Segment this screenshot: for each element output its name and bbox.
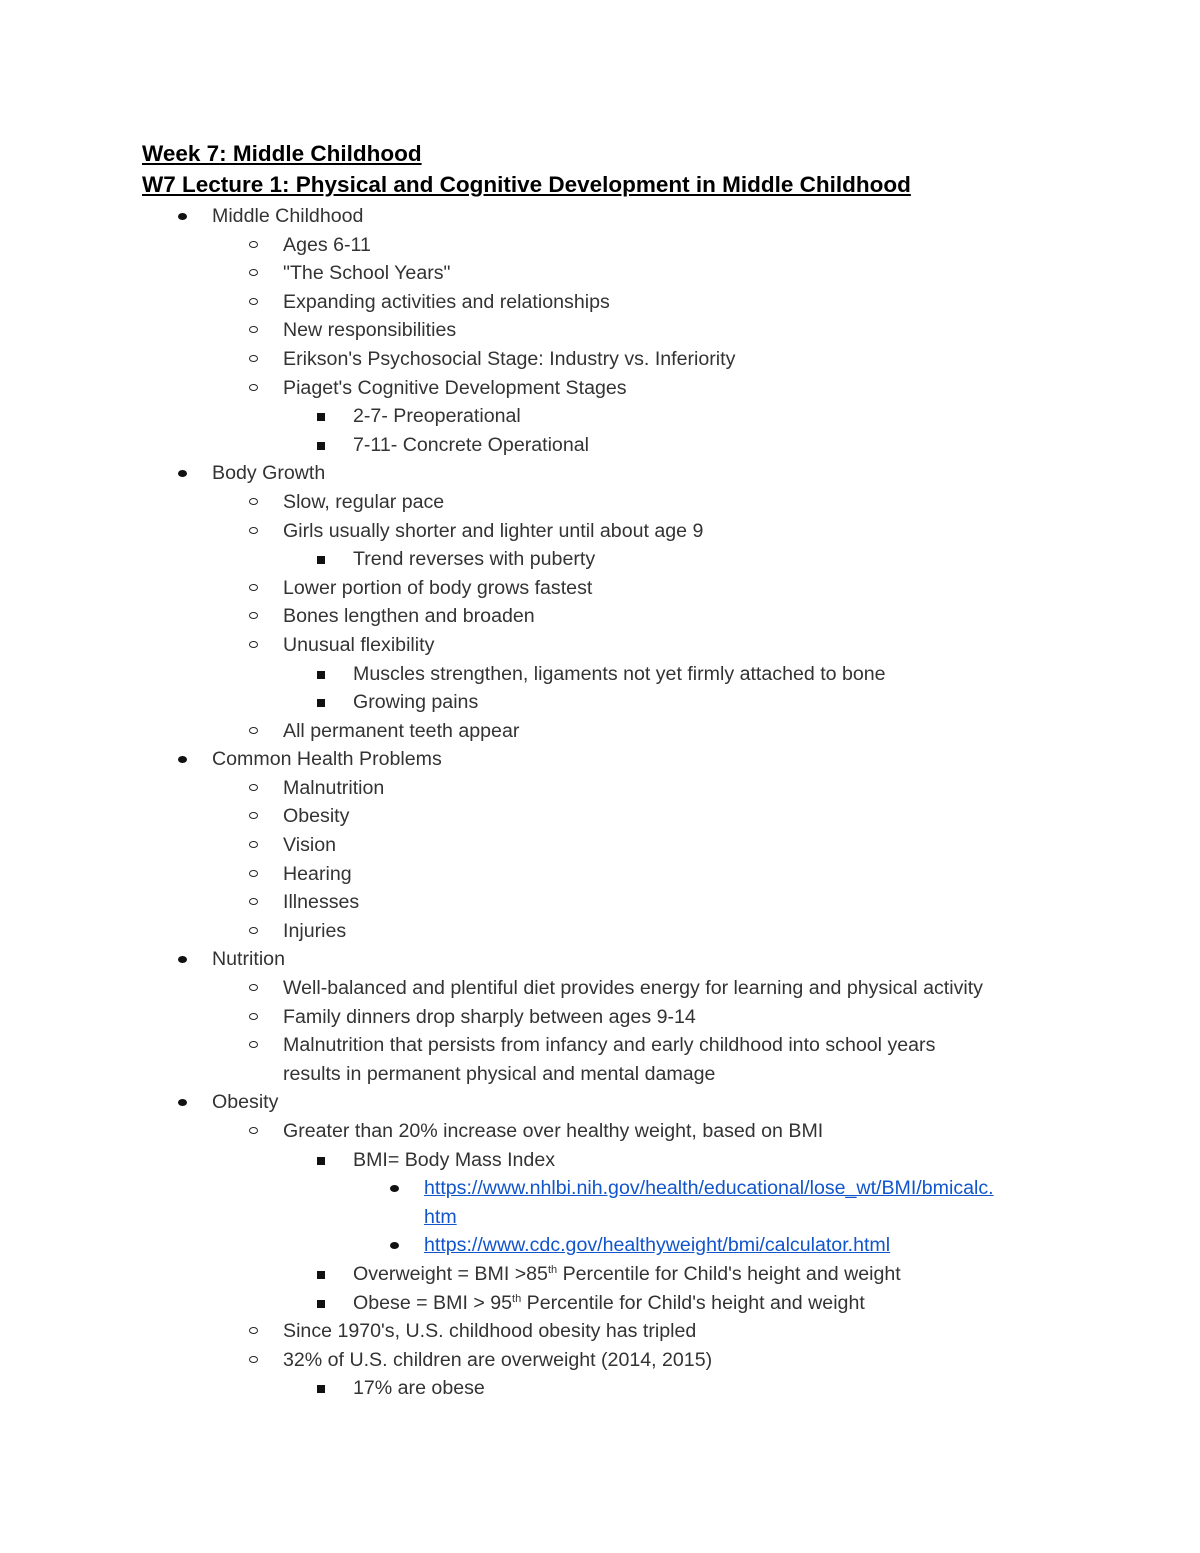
list-item-continuation (0, 1203, 1200, 1232)
bullet-circle-icon (249, 384, 258, 391)
bullet-square-icon (317, 1385, 325, 1393)
list-item: 7-11- Concrete Operational (0, 431, 1200, 460)
list-item: Growing pains (0, 688, 1200, 717)
bullet-circle-icon (249, 641, 258, 648)
bullet-square-icon (317, 442, 325, 450)
lecture-outline (0, 202, 1200, 1403)
bullet-disc-icon (390, 1185, 399, 1192)
list-item: Obese = BMI > 95th Percentile for Child's height and weight (0, 1289, 1200, 1318)
list-item (0, 1174, 1200, 1203)
list-item: 32% of U.S. children are overweight (2014, 2015) (0, 1346, 1200, 1375)
list-item: Injuries (0, 917, 1200, 946)
bullet-circle-icon (249, 298, 258, 305)
list-item: Greater than 20% increase over healthy weight, based on BMI (0, 1117, 1200, 1146)
list-item: "The School Years" (0, 259, 1200, 288)
bullet-circle-icon (249, 727, 258, 734)
bullet-circle-icon (249, 612, 258, 619)
list-item: Illnesses (0, 888, 1200, 917)
bullet-square-icon (317, 699, 325, 707)
list-item: 2-7- Preoperational (0, 402, 1200, 431)
bullet-circle-icon (249, 812, 258, 819)
list-item: Girls usually shorter and lighter until about age 9 (0, 517, 1200, 546)
bullet-circle-icon (249, 870, 258, 877)
list-item: Lower portion of body grows fastest (0, 574, 1200, 603)
bullet-square-icon (317, 1157, 325, 1165)
bullet-circle-icon (249, 355, 258, 362)
nhlbi-bmi-link[interactable]: https://www.nhlbi.nih.gov/health/educational/lose_wt/BMI/bmicalc. (424, 1177, 994, 1200)
bullet-disc-icon (178, 213, 187, 220)
bullet-circle-icon (249, 269, 258, 276)
bullet-circle-icon (249, 498, 258, 505)
list-item: Expanding activities and relationships (0, 288, 1200, 317)
bullet-disc-icon (178, 956, 187, 963)
list-item: BMI= Body Mass Index (0, 1146, 1200, 1175)
list-item: Overweight = BMI >85th Percentile for Child's height and weight (0, 1260, 1200, 1289)
bullet-circle-icon (249, 241, 258, 248)
bullet-circle-icon (249, 584, 258, 591)
bullet-disc-icon (178, 756, 187, 763)
list-item: New responsibilities (0, 316, 1200, 345)
nhlbi-bmi-link-continued[interactable]: htm (424, 1205, 457, 1228)
list-item: Piaget's Cognitive Development Stages (0, 374, 1200, 403)
bullet-circle-icon (249, 527, 258, 534)
list-item: Muscles strengthen, ligaments not yet firmly attached to bone (0, 660, 1200, 689)
lecture-title: W7 Lecture 1: Physical and Cognitive Development in Middle Childhood (142, 172, 911, 197)
list-item: Since 1970's, U.S. childhood obesity has tripled (0, 1317, 1200, 1346)
list-item: Well-balanced and plentiful diet provides energy for learning and physical activity (0, 974, 1200, 1003)
list-item: Family dinners drop sharply between ages 9-14 (0, 1003, 1200, 1032)
bullet-circle-icon (249, 784, 258, 791)
cdc-bmi-calculator-link[interactable]: https://www.cdc.gov/healthyweight/bmi/calculator.html (424, 1234, 891, 1257)
list-item: Nutrition (0, 945, 1200, 974)
list-item: Middle Childhood (0, 202, 1200, 231)
list-item: Slow, regular pace (0, 488, 1200, 517)
bullet-square-icon (317, 556, 325, 564)
list-item: 17% are obese (0, 1374, 1200, 1403)
list-item: Obesity (0, 802, 1200, 831)
list-item: Hearing (0, 860, 1200, 889)
list-item-continuation: results in permanent physical and mental damage (283, 1062, 716, 1085)
list-item: Obesity (0, 1088, 1200, 1117)
list-item: Unusual flexibility (0, 631, 1200, 660)
bullet-circle-icon (249, 1327, 258, 1334)
bullet-square-icon (317, 671, 325, 679)
bullet-square-icon (317, 1300, 325, 1308)
bullet-circle-icon (249, 841, 258, 848)
list-item: Erikson's Psychosocial Stage: Industry vs. Inferiority (0, 345, 1200, 374)
list-item: Body Growth (0, 459, 1200, 488)
bullet-circle-icon (249, 1041, 258, 1048)
list-item: Malnutrition that persists from infancy and early childhood into school years (0, 1031, 1200, 1060)
bullet-circle-icon (249, 1356, 258, 1363)
bullet-disc-icon (390, 1242, 399, 1249)
list-item: Trend reverses with puberty (0, 545, 1200, 574)
bullet-circle-icon (249, 984, 258, 991)
list-item: Malnutrition (0, 774, 1200, 803)
list-item: Common Health Problems (0, 745, 1200, 774)
bullet-square-icon (317, 1271, 325, 1279)
list-item: Vision (0, 831, 1200, 860)
bullet-circle-icon (249, 1127, 258, 1134)
bullet-circle-icon (249, 927, 258, 934)
bullet-disc-icon (178, 1099, 187, 1106)
bullet-circle-icon (249, 326, 258, 333)
list-item: Ages 6-11 (0, 231, 1200, 260)
bullet-square-icon (317, 413, 325, 421)
bullet-circle-icon (249, 1013, 258, 1020)
bullet-disc-icon (178, 470, 187, 477)
week-title: Week 7: Middle Childhood (142, 141, 422, 166)
bullet-circle-icon (249, 898, 258, 905)
list-item (0, 1231, 1200, 1260)
list-item: All permanent teeth appear (0, 717, 1200, 746)
list-item: Bones lengthen and broaden (0, 602, 1200, 631)
